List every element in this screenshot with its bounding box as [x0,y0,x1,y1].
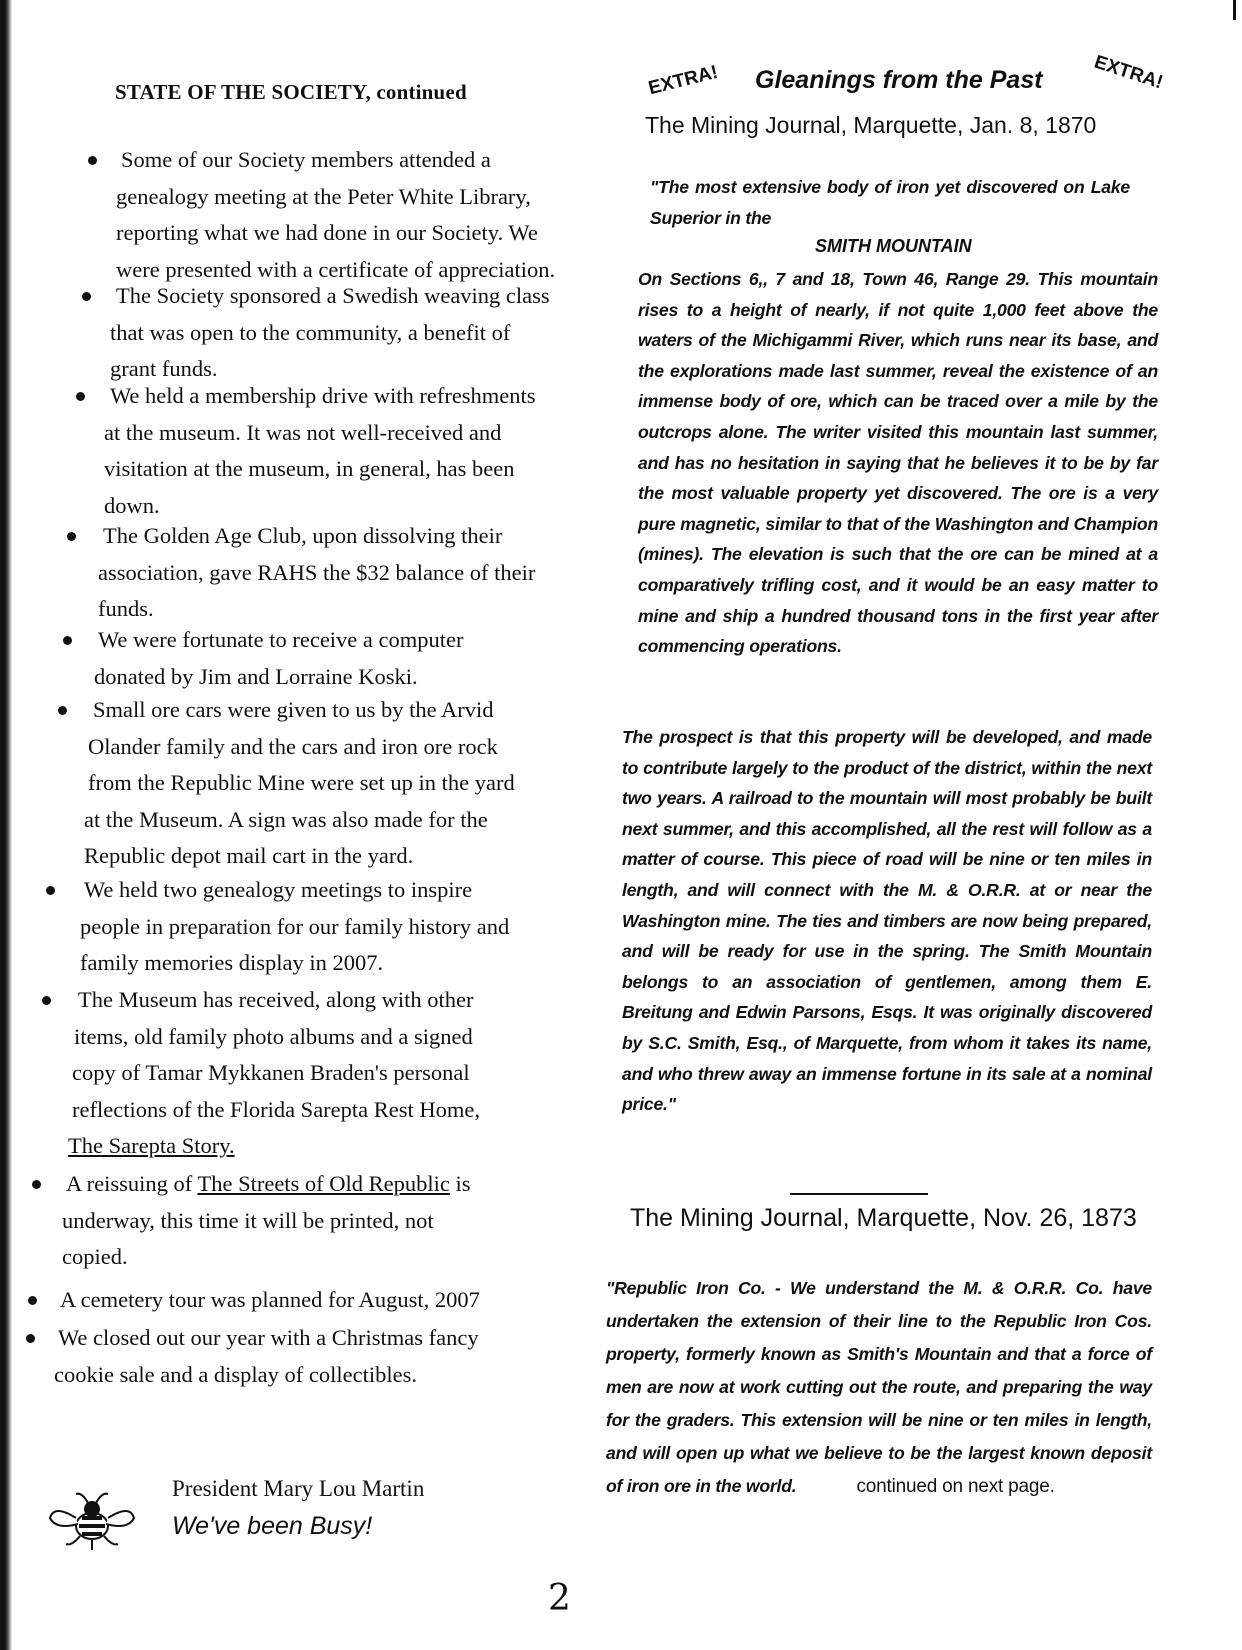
bullet-line: reflections of the Florida Sarepta Rest Home, [72,1096,481,1122]
bullet-line: at the museum. It was not well-received and [104,419,502,445]
section-heading: STATE OF THE SOCIETY, continued [115,80,467,104]
source-citation-1873: The Mining Journal, Marquette, Nov. 26, 1873 [630,1204,1137,1232]
bullet-line: We closed out our year with a Christmas fancy [58,1325,479,1350]
continued-note: continued on next page. [856,1476,1055,1497]
bullet-line: grant funds. [110,356,218,381]
quote-intro: "The most extensive body of iron yet discovered on Lake Superior in the [650,177,1130,228]
bullet-line: The Golden Age Club, upon dissolving their [103,523,503,548]
bullet-dot [28,1296,37,1305]
bullet-line: We held two genealogy meetings to inspire [84,877,473,902]
bullet-line: The Museum has received, along with other [78,987,474,1012]
bullet-line: copied. [62,1244,128,1269]
bullet-dot [88,156,97,165]
bullet-line: genealogy meeting at the Peter White Library, [116,183,531,209]
source-citation-1870: The Mining Journal, Marquette, Jan. 8, 1870 [645,112,1097,138]
scan-edge [0,0,12,1650]
bullet-line: reporting what we had done in our Society. We [116,220,538,245]
page-number: 2 [548,1578,571,1619]
bullet-line: items, old family photo albums and a signed [74,1023,473,1049]
extra-label-right: EXTRA! [1091,51,1166,94]
bullet-line: were presented with a certificate of appreciation. [116,256,556,282]
bullet-line: donated by Jim and Lorraine Koski. [94,663,418,689]
bullet-dot [46,886,55,895]
bullet-line: association, gave RAHS the $32 balance of their [98,559,536,585]
bullet-dot [32,1180,41,1189]
bullet-line: at the Museum. A sign was also made for the [84,806,488,832]
bullet-line: Small ore cars were given to us by the Arvid [93,697,494,722]
bullet-line: A reissuing of The Streets of Old Republic is [66,1171,471,1196]
article-paragraph-3 [606,1272,1152,1503]
bee-icon [42,1484,142,1554]
scan-mark [1233,0,1236,20]
bullet-line: Some of our Society members attended a [121,147,491,172]
bullet-line: copy of Tamar Mykkanen Braden's personal [72,1060,470,1085]
bullet-line: funds. [98,596,154,621]
bullet-line: underway, this time it will be printed, not [62,1207,434,1233]
bullet-line: We were fortunate to receive a computer [98,627,464,652]
president-signature: President Mary Lou Martin [172,1476,425,1501]
article-title: Gleanings from the Past [755,66,1043,94]
bullet-dot [63,636,72,645]
bullet-line: Republic depot mail cart in the yard. [84,843,414,868]
bullet-line: family memories display in 2007. [80,950,384,975]
smith-mountain-heading: SMITH MOUNTAIN [815,236,972,256]
bullet-dot [58,706,67,715]
bullet-line: cookie sale and a display of collectibles. [54,1361,417,1387]
bullet-line: The Sarepta Story. [68,1133,235,1158]
bullet-dot [82,292,91,301]
bullet-line: people in preparation for our family history and [80,913,510,939]
bullet-line: that was open to the community, a benefit of [110,319,511,345]
bullet-dot [42,996,51,1005]
bullet-line: from the Republic Mine were set up in the yard [88,770,515,795]
bullet-dot [67,532,76,541]
busy-tagline: We've been Busy! [172,1512,373,1540]
bullet-line: We held a membership drive with refreshments [110,383,536,408]
article-paragraph-2: The prospect is that this property will be developed, and made to contribute largely to the product of the district, within the next two years. A railroad to the mountain will most probably be built next summer, and this accomplished, all the rest will follow as a matter of course. This piece of road will be nine or ten miles in length, and will connect with the M. & O.R.R. at or near the Washington mine. The ties and timbers are now being prepared, and will be ready for use in the spring. The Smith Mountain belongs to an association of gentlemen, among them E. Breitung and Edwin Parsons, Esqs. It was originally discovered by S.C. Smith, Esq., of Marquette, from whom it takes its name, and who threw away an immense fortune in its sale at a nominal price." [622,727,1152,1115]
section-divider [790,1193,928,1195]
bullet-line: Olander family and the cars and iron ore rock [88,733,498,759]
bullet-line: The Society sponsored a Swedish weaving class [116,283,550,308]
bullet-line: down. [104,492,160,518]
article-paragraph-3-text: "Republic Iron Co. - We understand the M. & O.R.R. Co. have undertaken the extension of their line to the Republic Iron Cos. property, formerly known as Smith's Mountain and that a force of men are now at work cutting out the route, and preparing the way for the graders. This extension will be nine or ten miles in length, and will open up what we believe to be the largest known deposit of iron ore in the world. [606,1278,1152,1496]
bullet-line: A cemetery tour was planned for August, 2007 [60,1287,480,1312]
bullet-line: visitation at the museum, in general, has been [104,456,515,481]
article-paragraph-1: On Sections 6,, 7 and 18, Town 46, Range 29. This mountain rises to a height of nearly, if not quite 1,000 feet above the waters of the Michigammi River, which runs near its base, and the explorations made last summer, reveal the existence of an immense body of ore, which can be traced over a mile by the outcrops alone. The writer visited this mountain last summer, and has no hesitation in saying that he believes it to be by far the most valuable property yet discovered. The ore is a very pure magnetic, similar to that of the Washington and Champion (mines). The elevation is such that the ore can be mined at a comparatively trifling cost, and it would be an easy matter to mine and ship a hundred thousand tons in the first year after commencing operations. [638,269,1158,657]
extra-label-left: EXTRA! [646,61,721,100]
bullet-dot [76,392,85,401]
bullet-dot [26,1334,35,1343]
